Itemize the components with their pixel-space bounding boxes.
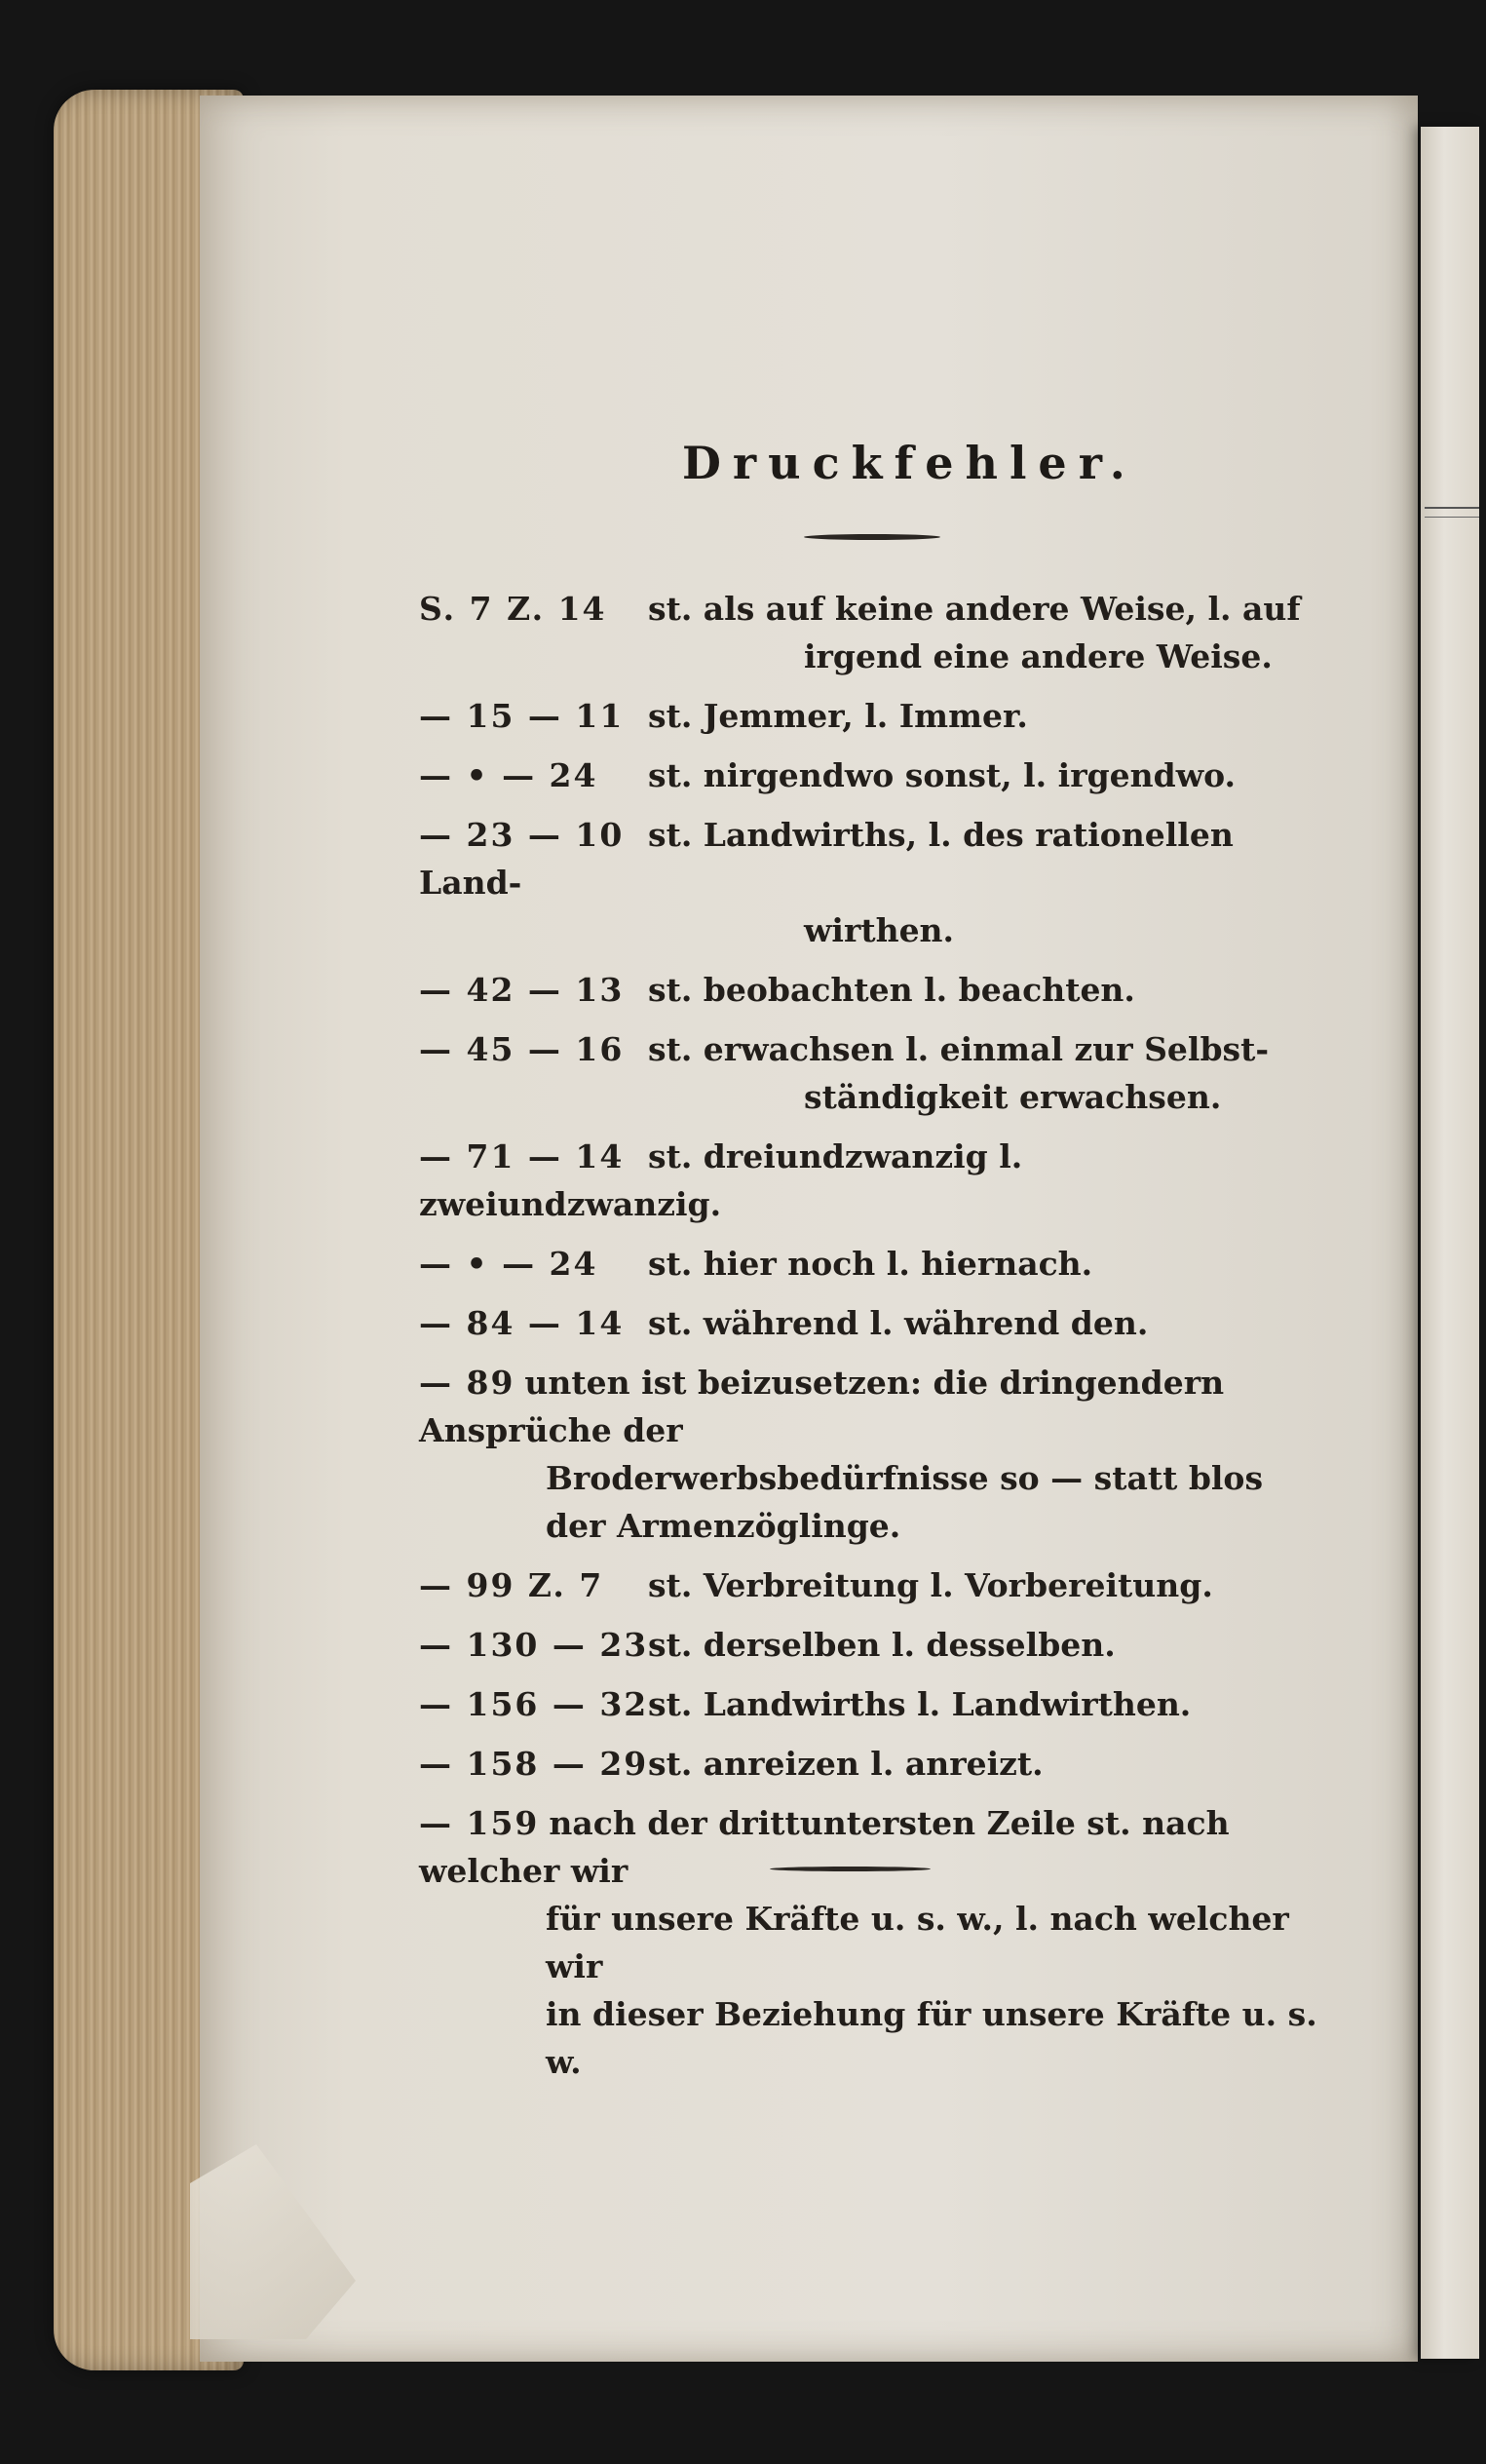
entry-reference: — 84 — 14 [419, 1304, 625, 1342]
errata-entry [419, 811, 1335, 954]
facing-page-edge [1421, 127, 1479, 2359]
errata-entry [419, 1359, 1335, 1550]
entry-continuation: für unsere Kräfte u. s. w., l. nach welcher wir [546, 1900, 1289, 1985]
errata-entry [419, 1561, 1335, 1609]
errata-entry [419, 751, 1335, 799]
entry-reference: — 130 — 23 [419, 1626, 649, 1664]
entry-correction: st. beobachten l. beachten. [648, 971, 1135, 1009]
entry-reference: — 159 [419, 1804, 540, 1842]
errata-entry [419, 1025, 1335, 1121]
entry-reference: — 15 — 11 [419, 697, 625, 735]
entry-correction: st. Landwirths, l. des rationellen Land- [419, 816, 1234, 902]
facing-page-rule [1425, 507, 1479, 509]
entry-reference: — 45 — 16 [419, 1030, 625, 1068]
errata-entry [419, 1299, 1335, 1347]
entry-reference: — 99 Z. 7 [419, 1566, 604, 1604]
errata-entry [419, 966, 1335, 1014]
errata-entry [419, 1740, 1335, 1788]
entry-correction: unten ist beizusetzen: die dringendern Ansprüche der [419, 1364, 1225, 1449]
entry-reference: — • — 24 [419, 756, 598, 794]
entry-continuation: der Armenzöglinge. [546, 1507, 901, 1545]
entry-correction: st. erwachsen l. einmal zur Selbst- [648, 1030, 1270, 1068]
entry-reference: — 42 — 13 [419, 971, 625, 1009]
entry-correction: st. nirgendwo sonst, l. irgendwo. [648, 756, 1237, 794]
entry-continuation: ständigkeit erwachsen. [804, 1078, 1222, 1116]
entry-continuation: in dieser Beziehung für unsere Kräfte u. s. w. [546, 1995, 1317, 2081]
entry-correction: st. hier noch l. hiernach. [648, 1245, 1093, 1283]
entry-correction: st. Verbreitung l. Vorbereitung. [648, 1566, 1213, 1604]
errata-entry [419, 1240, 1335, 1288]
entry-reference: S. 7 Z. 14 [419, 590, 607, 628]
entry-continuation: Broderwerbsbedürfnisse so — statt blos [546, 1459, 1264, 1497]
entry-reference: — 71 — 14 [419, 1137, 625, 1175]
entry-correction: st. Jemmer, l. Immer. [648, 697, 1028, 735]
entry-reference: — 89 [419, 1364, 515, 1402]
title-ornament-rule [804, 534, 940, 540]
errata-entry [419, 1133, 1335, 1228]
entry-correction: st. dreiundzwanzig l. zweiundzwanzig. [419, 1137, 1023, 1223]
page-title: Druckfehler. [682, 437, 1137, 489]
facing-page-rule-thin [1425, 517, 1479, 518]
entry-correction: st. während l. während den. [648, 1304, 1149, 1342]
errata-entry [419, 692, 1335, 740]
entry-correction: st. anreizen l. anreizt. [648, 1745, 1044, 1783]
entry-continuation: irgend eine andere Weise. [804, 637, 1273, 675]
entry-reference: — 158 — 29 [419, 1745, 649, 1783]
entry-reference: — 23 — 10 [419, 816, 625, 854]
entry-reference: — 156 — 32 [419, 1685, 649, 1723]
entry-correction: nach der drittuntersten Zeile st. nach welcher wir [419, 1804, 1230, 1890]
errata-entry [419, 1799, 1335, 2086]
errata-entry [419, 1680, 1335, 1728]
entry-correction: st. Landwirths l. Landwirthen. [648, 1685, 1192, 1723]
errata-entry [419, 585, 1335, 680]
entry-correction: st. derselben l. desselben. [648, 1626, 1116, 1664]
entry-reference: — • — 24 [419, 1245, 598, 1283]
entry-continuation: wirthen. [804, 911, 955, 949]
entry-correction: st. als auf keine andere Weise, l. auf [648, 590, 1301, 628]
closing-ornament-rule [770, 1867, 931, 1871]
errata-entry [419, 1621, 1335, 1669]
